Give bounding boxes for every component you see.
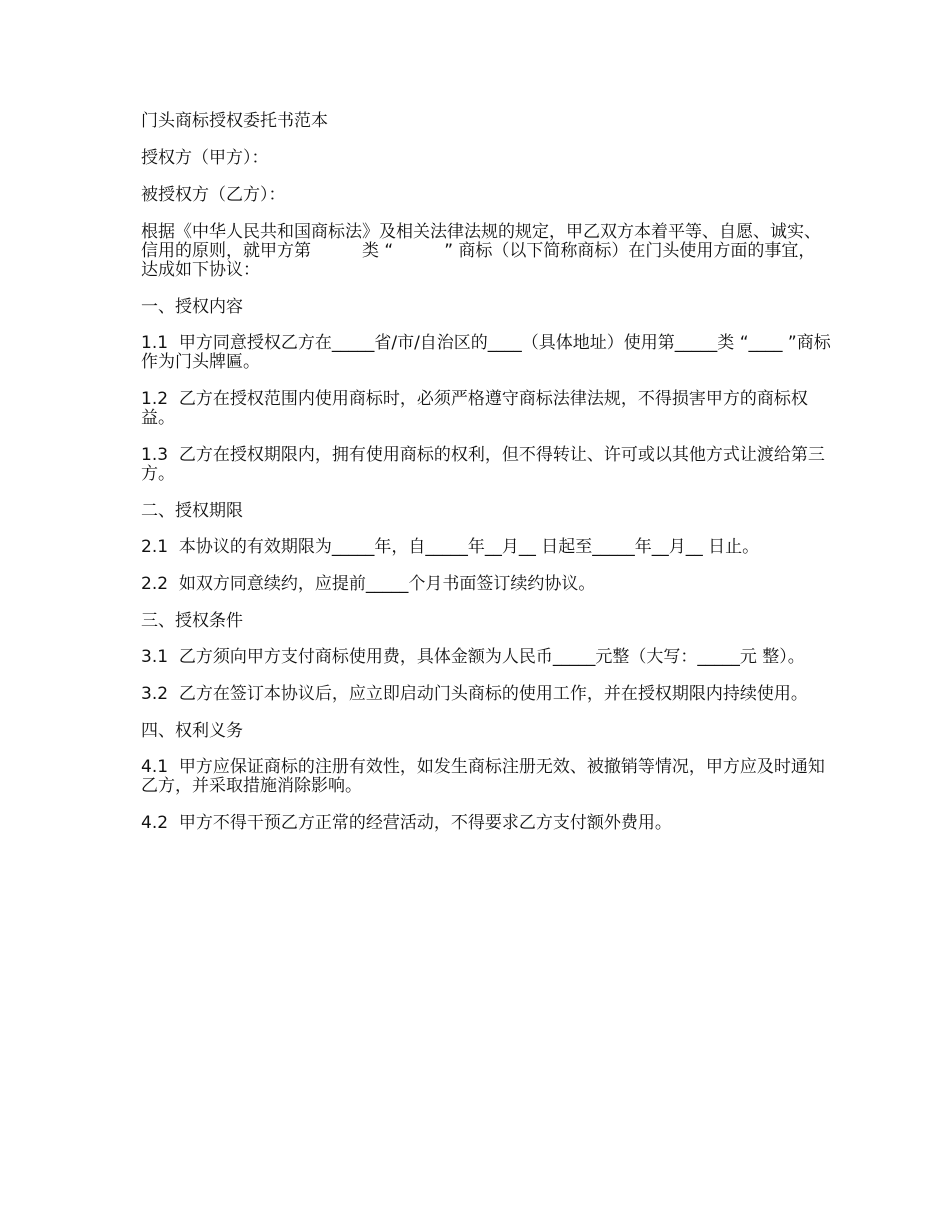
- clause-paragraph: 3.1 乙方须向甲方支付商标使用费，具体金额为人民币_____元整（大写：_____元 整）。: [141, 647, 805, 667]
- section-heading: 一、授权内容: [141, 297, 243, 317]
- clause-paragraph: 4.2 甲方不得干预乙方正常的经营活动，不得要求乙方支付额外费用。: [141, 813, 672, 833]
- party-b-label: 被授权方（乙方）：: [141, 185, 286, 205]
- document-body: [141, 112, 831, 851]
- clause-paragraph: 3.2 乙方在签订本协议后，应立即启动门头商标的使用工作，并在授权期限内持续使用。: [141, 684, 808, 704]
- clause-paragraph: 4.1 甲方应保证商标的注册有效性，如发生商标注册无效、被撤销等情况，甲方应及时通知乙方，并采取措施消除影响。: [141, 757, 825, 796]
- section-heading: 二、授权期限: [141, 501, 243, 521]
- clause-paragraph: 1.3 乙方在授权期限内，拥有使用商标的权利，但不得转让、许可或以其他方式让渡给第三方。: [141, 445, 825, 484]
- section-heading: 三、授权条件: [141, 611, 243, 631]
- clause-paragraph: 2.2 如双方同意续约，应提前_____个月书面签订续约协议。: [141, 574, 596, 594]
- clause-paragraph: 1.2 乙方在授权范围内使用商标时，必须严格遵守商标法律法规，不得损害甲方的商标权益。: [141, 389, 808, 428]
- intro-paragraph: 根据《中华人民共和国商标法》及相关法律法规的规定，甲乙双方本着平等、自愿、诚实、信用的原则，就甲方第 类 “ ” 商标（以下简称商标）在门头使用方面的事宜，达成如下协议：: [141, 222, 821, 280]
- party-a-label: 授权方（甲方）：: [141, 148, 269, 168]
- clause-paragraph: 2.1 本协议的有效期限为_____年，自_____年__月__ 日起至_____年__月__ 日止。: [141, 537, 760, 557]
- document-title: 门头商标授权委托书范本: [141, 111, 328, 131]
- section-heading: 四、权利义务: [141, 721, 243, 741]
- clause-paragraph: 1.1 甲方同意授权乙方在_____省/市/自治区的____（具体地址）使用第_____类 “____ ”商标作为门头牌匾。: [141, 333, 831, 372]
